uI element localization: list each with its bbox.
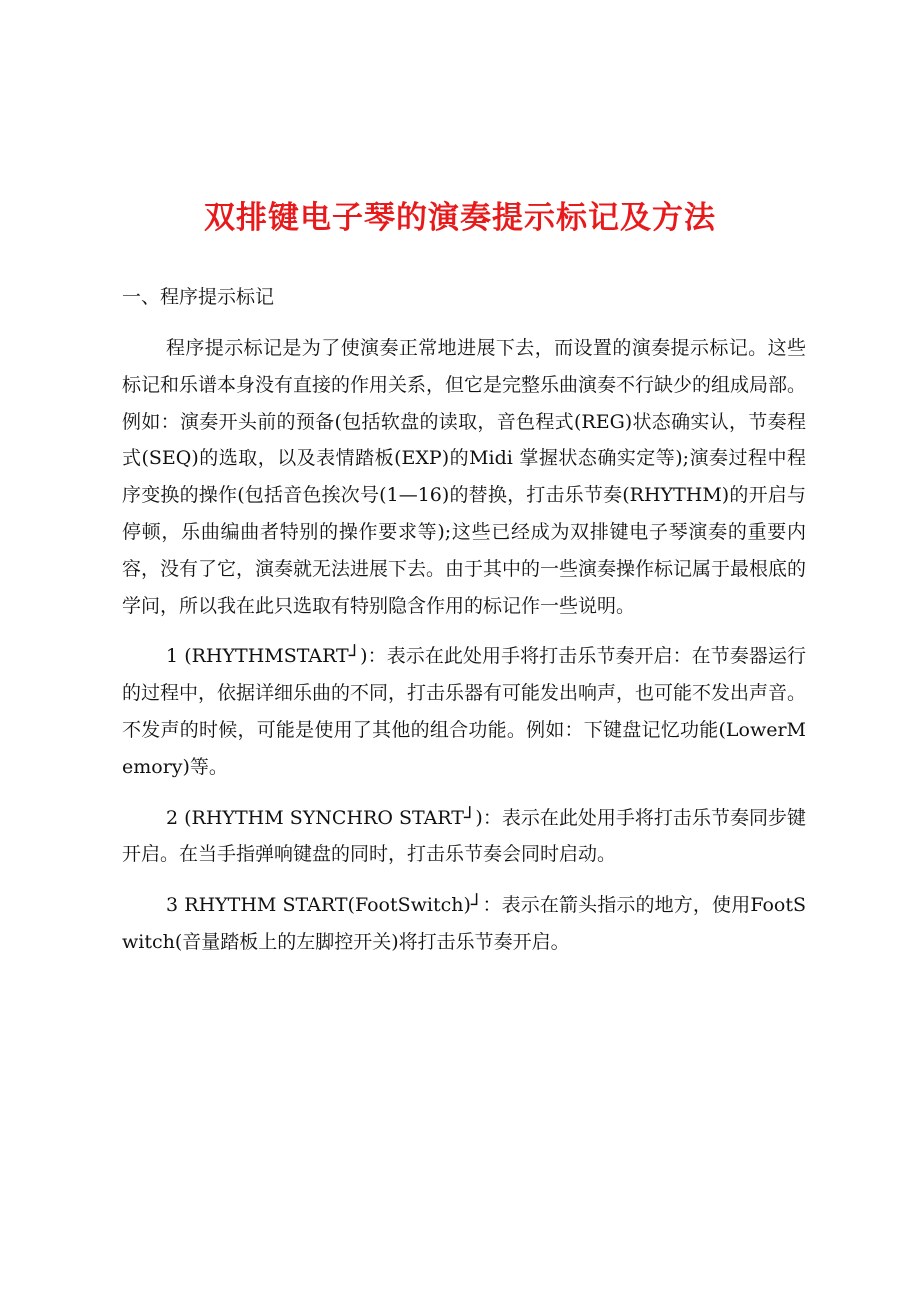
document-body: [122, 330, 806, 975]
section-heading: 一、程序提示标记: [122, 286, 275, 308]
paragraph-intro: 程序提示标记是为了使演奏正常地进展下去，而设置的演奏提示标记。这些标记和乐谱本身没有直接的作用关系，但它是完整乐曲演奏不行缺少的组成局部。例如：演奏开头前的预备(包括软盘的读取，音色程式(REG)状态确实认，节奏程式(SEQ)的选取，以及表情踏板(EXP)的Midi 掌握状态确实定等);演奏过程中程序变换的操作(包括音色挨次号(1—16)的替换，打击乐节奏(RHYTHM)的开启与停顿，乐曲编曲者特别的操作要求等);这些已经成为双排键电子琴演奏的重要内容，没有了它，演奏就无法进展下去。由于其中的一些演奏操作标记属于最根底的学问，所以我在此只选取有特别隐含作用的标记作一些说明。: [122, 337, 807, 617]
paragraph-item-2: 2 (RHYTHM SYNCHRO START┘)：表示在此处用手将打击乐节奏同步键开启。在当手指弹响键盘的同时，打击乐节奏会同时启动。: [122, 806, 806, 866]
paragraph-item-3: 3 RHYTHM START(FootSwitch)┘：表示在箭头指示的地方，使用FootSwitch(音量踏板上的左脚控开关)将打击乐节奏开启。: [122, 894, 806, 953]
paragraph-item-1: 1 (RHYTHMSTART┘)：表示在此处用手将打击乐节奏开启：在节奏器运行的过程中，依据详细乐曲的不同，打击乐器有可能发出响声，也可能不发出声音。不发声的时候，可能是使用了其他的组合功能。例如：下键盘记忆功能(LowerMemory)等。: [122, 645, 807, 778]
document-title: 双排键电子琴的演奏提示标记及方法: [204, 200, 716, 236]
